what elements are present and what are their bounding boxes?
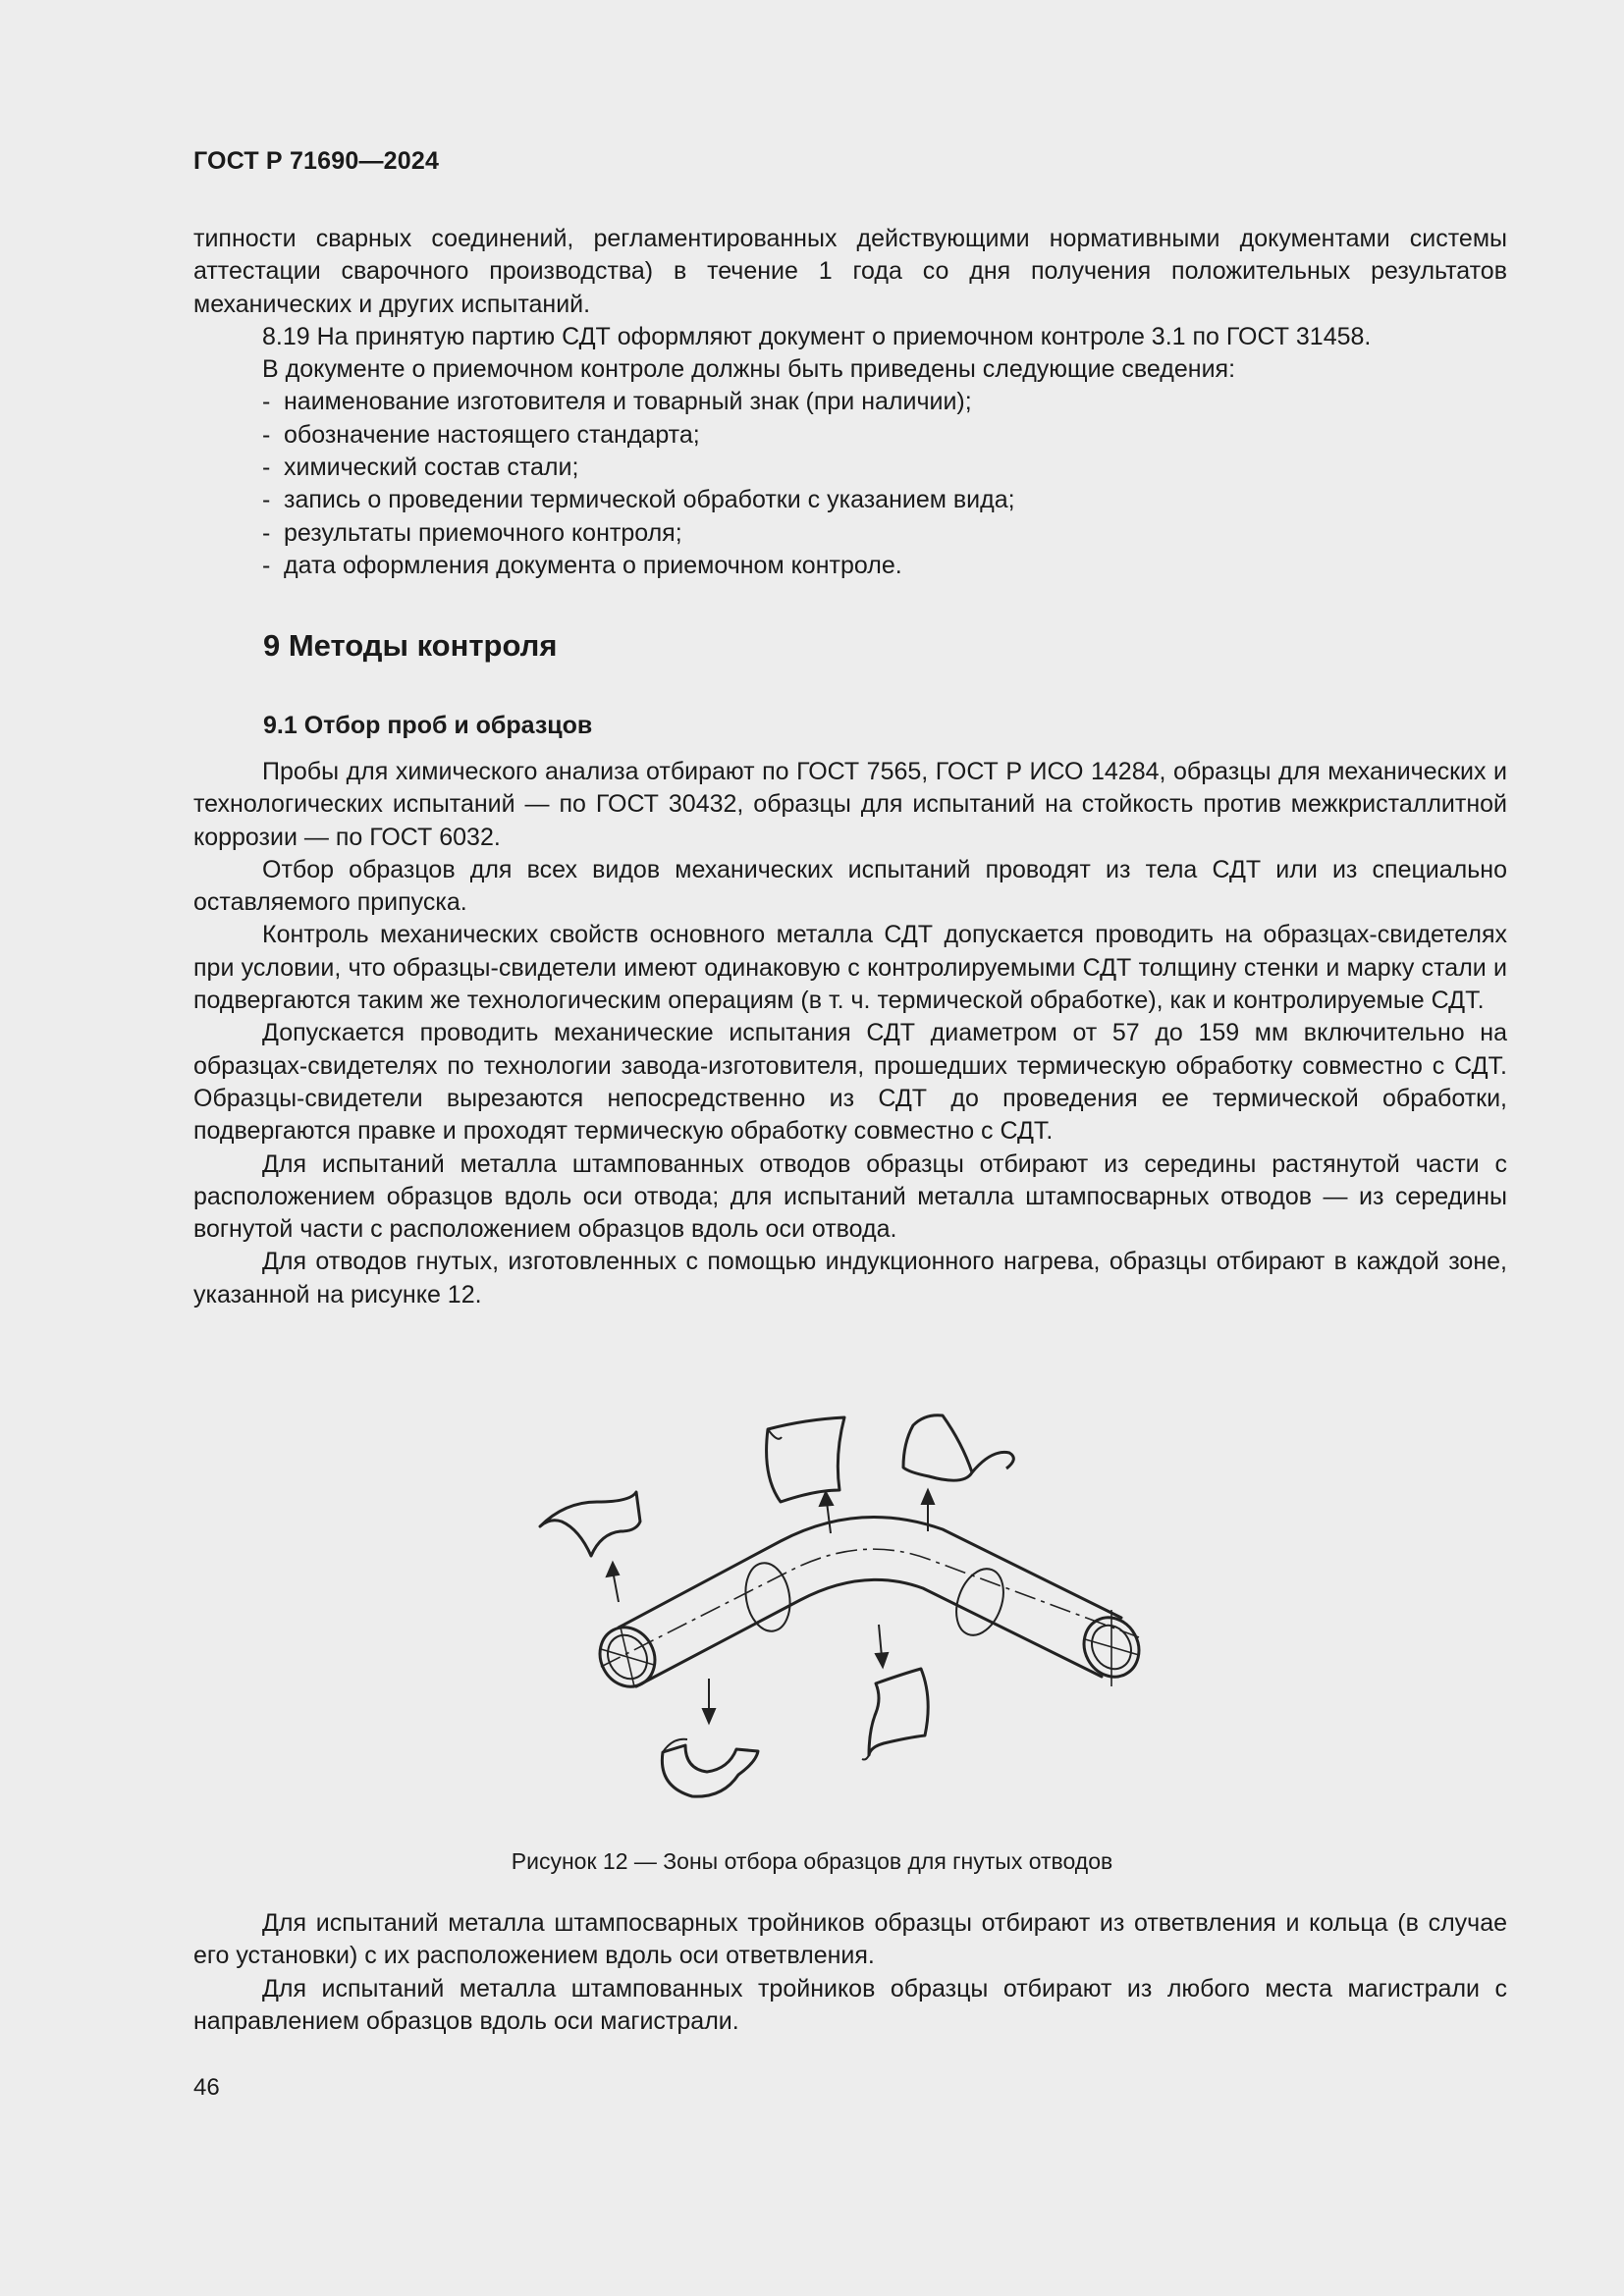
list-item: - обозначение настоящего стандарта;: [262, 420, 700, 449]
sample-piece: [767, 1417, 844, 1502]
list-item: - дата оформления документа о приемочном контроле.: [262, 551, 902, 579]
list-item: - химический состав стали;: [262, 454, 579, 482]
pipe-upper-contour: [619, 1518, 1121, 1629]
paragraph: Для испытаний металла штампованных тройников образцы отбирают из любого места магистрали с направлением образцов вдоль оси магистрали.: [193, 1974, 1507, 2035]
pipe-lower-contour: [636, 1579, 1102, 1686]
text-block-sampling: [193, 756, 1507, 1311]
paragraph: Контроль механических свойств основного металла СДТ допускается проводить на образцах-свидетелях при условии, что образцы-свидетели имеют одинаковую с контролируемыми СДТ толщину стенки и марку стали и подвергаются таким же технологическим операциям (в т. ч. термической обработке), как и контролируемые СДТ.: [193, 921, 1507, 1015]
paragraph: Для отводов гнутых, изготовленных с помощью индукционного нагрева, образцы отбирают в каждой зоне, указанной на рисунке 12.: [193, 1248, 1507, 1308]
paragraph: Пробы для химического анализа отбирают по ГОСТ 7565, ГОСТ Р ИСО 14284, образцы для механических и технологических испытаний — по ГОСТ 30432, образцы для испытаний на стойкость против межкристаллитной коррозии — по ГОСТ 6032.: [193, 758, 1507, 851]
sample-piece: [903, 1415, 972, 1480]
list-item: - наименование изготовителя и товарный знак (при наличии);: [262, 388, 972, 416]
sample-piece: [662, 1745, 758, 1796]
section-ring-right: [947, 1563, 1011, 1642]
paragraph: 8.19 На принятую партию СДТ оформляют документ о приемочном контроле 3.1 по ГОСТ 31458.: [262, 322, 1372, 350]
list-item: - результаты приемочного контроля;: [262, 518, 682, 547]
requirements-list: [193, 386, 1507, 582]
sample-piece: [869, 1669, 928, 1755]
paragraph: Допускается проводить механические испытания СДТ диаметром от 57 до 159 мм включительно на образцах-свидетелях по технологии завода-изготовителя, прошедших термическую обработку совместно с СДТ. Образцы-свидетели вырезаются непосредственно из СДТ до проведения ее термической обработки, подвергаются правке и проходят термическую обработку совместно с СДТ.: [193, 1019, 1507, 1146]
bent-pipe-drawing: [511, 1374, 1159, 1826]
document-code-header: ГОСТ Р 71690—2024: [193, 147, 440, 175]
paragraph: типности сварных соединений, регламентированных действующими нормативными документами системы аттестации сварочного производства) в течение 1 года со дня получения положительных результатов механических и других испытаний.: [193, 225, 1507, 318]
section-title: 9 Методы контроля: [263, 628, 558, 663]
paragraph: Отбор образцов для всех видов механических испытаний проводят из тела СДТ или из специально оставляемого припуска.: [193, 855, 1507, 917]
paragraph: В документе о приемочном контроле должны быть приведены следующие сведения:: [262, 355, 1236, 384]
bent-pipe-figure: [511, 1374, 1159, 1826]
paragraph: Для испытаний металла штампованных отводов образцы отбирают из середины растянутой части с расположением образцов вдоль оси отвода; для испытаний металла штампосварных отводов — из середины вогнутой части с расположением образцов вдоль оси отвода.: [193, 1149, 1507, 1244]
sample-piece: [540, 1492, 640, 1556]
page-number: 46: [193, 2074, 220, 2101]
figure-caption: Рисунок 12 — Зоны отбора образцов для гнутых отводов: [511, 1848, 1113, 1874]
text-block-tees: [193, 1907, 1507, 2038]
list-item: - запись о проведении термической обработки с указанием вида;: [262, 486, 1015, 514]
subsection-title: 9.1 Отбор проб и образцов: [263, 712, 593, 739]
pipe-axis-line: [601, 1549, 1139, 1667]
section-ring-left: [740, 1560, 794, 1635]
text-block-acceptance: [193, 223, 1507, 582]
paragraph: Для испытаний металла штампосварных тройников образцы отбирают из ответвления и кольца (в случае его установки) с их расположением вдоль оси ответвления.: [193, 1909, 1507, 1970]
